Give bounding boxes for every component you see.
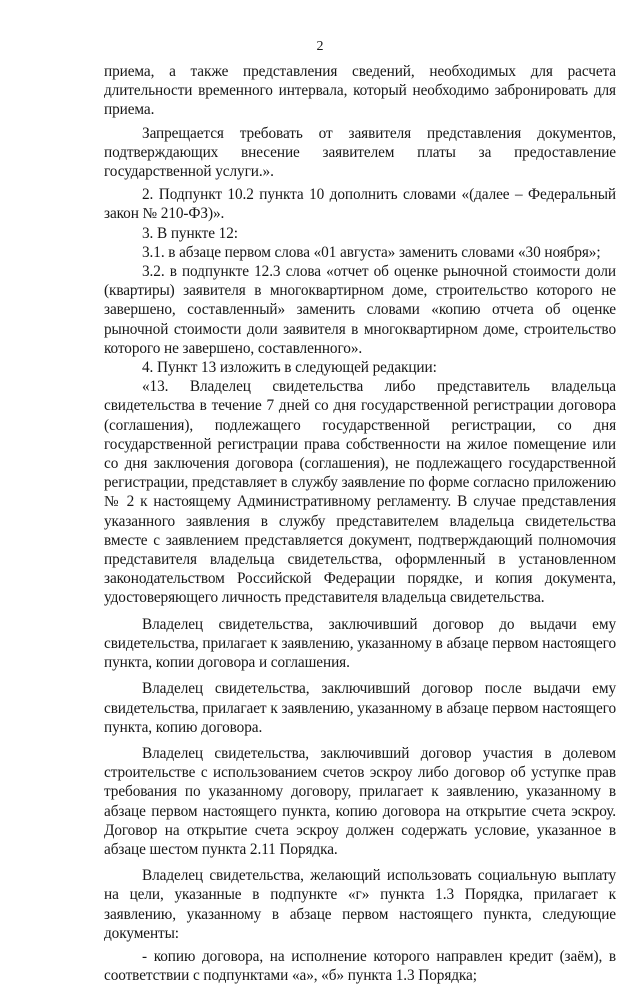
paragraph-4: 3. В пункте 12: — [142, 224, 238, 242]
paragraph-12: Владелец свидетельства, желающий использовать социальную выплату на цели, указанные в подпункте «г» пункта 1.3 Порядка, прилагает к заявлению, указанному в абзаце первом настоящего пункта, следующие документы: — [104, 867, 616, 942]
page-number: 2 — [316, 39, 324, 54]
paragraph-5: 3.1. в абзаце первом слова «01 августа» заменить словами «30 ноября»; — [142, 243, 601, 261]
paragraph-8: «13. Владелец свидетельства либо представитель владельца свидетельства в течение 7 дней со дня государственной регистрации договора (соглашения), подлежащего государственной регистрации, со дня государственной регистрации права собственности на жилое помещение или со дня заключения договора (соглашения), не подлежащего государственной регистрации, представляет в службу заявление по форме согласно приложению № 2 к настоящему Административному регламенту. В случае представления указанного заявления в службу представителем владельца свидетельства вместе с заявлением представляется документ, подтверждающий полномочия представителя владельца свидетельства, оформленный в установленном законодательством Российской Федерации порядке, и копия документа, удостоверяющего личность представителя владельца свидетельства. — [104, 378, 616, 607]
paragraph-9: Владелец свидетельства, заключивший договор до выдачи ему свидетельства, прилагает к заявлению, указанному в абзаце первом настоящего пункта, копии договора и соглашения. — [104, 615, 616, 672]
paragraph-13: - копию договора, на исполнение которого направлен кредит (заём), в соответствии с подпунктами «а», «б» пункта 1.3 Порядка; — [104, 947, 616, 985]
paragraph-6: 3.2. в подпункте 12.3 слова «отчет об оценке рыночной стоимости доли (квартиры) заявителя в многоквартирном доме, строительство которого не завершено, составленный» заменить словами «копию отчета об оценке рыночной стоимости доли заявителя в многоквартирном доме, строительство которого не завершено, составленного». — [104, 263, 616, 357]
paragraph-10: Владелец свидетельства, заключивший договор после выдачи ему свидетельства, прилагает к заявлению, указанному в абзаце первом настоящего пункта, копию договора. — [104, 680, 616, 736]
paragraph-7: 4. Пункт 13 изложить в следующей редакции: — [142, 359, 437, 377]
document-body — [104, 62, 616, 985]
paragraph-1: приема, а также представления сведений, необходимых для расчета длительности временного интервала, который необходимо забронировать для приема. — [104, 63, 616, 119]
paragraph-3: 2. Подпункт 10.2 пункта 10 дополнить словами «(далее – Федеральный закон № 210-ФЗ)». — [104, 186, 616, 223]
paragraph-11: Владелец свидетельства, заключивший договор участия в долевом строительстве с использованием счетов эскроу либо договор об уступке прав требования по указанному договору, прилагает к заявлению, указанному в абзаце первом настоящего пункта, копию договора на открытие счета эскроу. Договор на открытие счета эскроу должен содержать условие, указанное в абзаце шестом пункта 2.11 Порядка. — [104, 744, 616, 858]
paragraph-2: Запрещается требовать от заявителя представления документов, подтверждающих внесение заявителем платы за предоставление государственной услуги.». — [104, 124, 616, 181]
